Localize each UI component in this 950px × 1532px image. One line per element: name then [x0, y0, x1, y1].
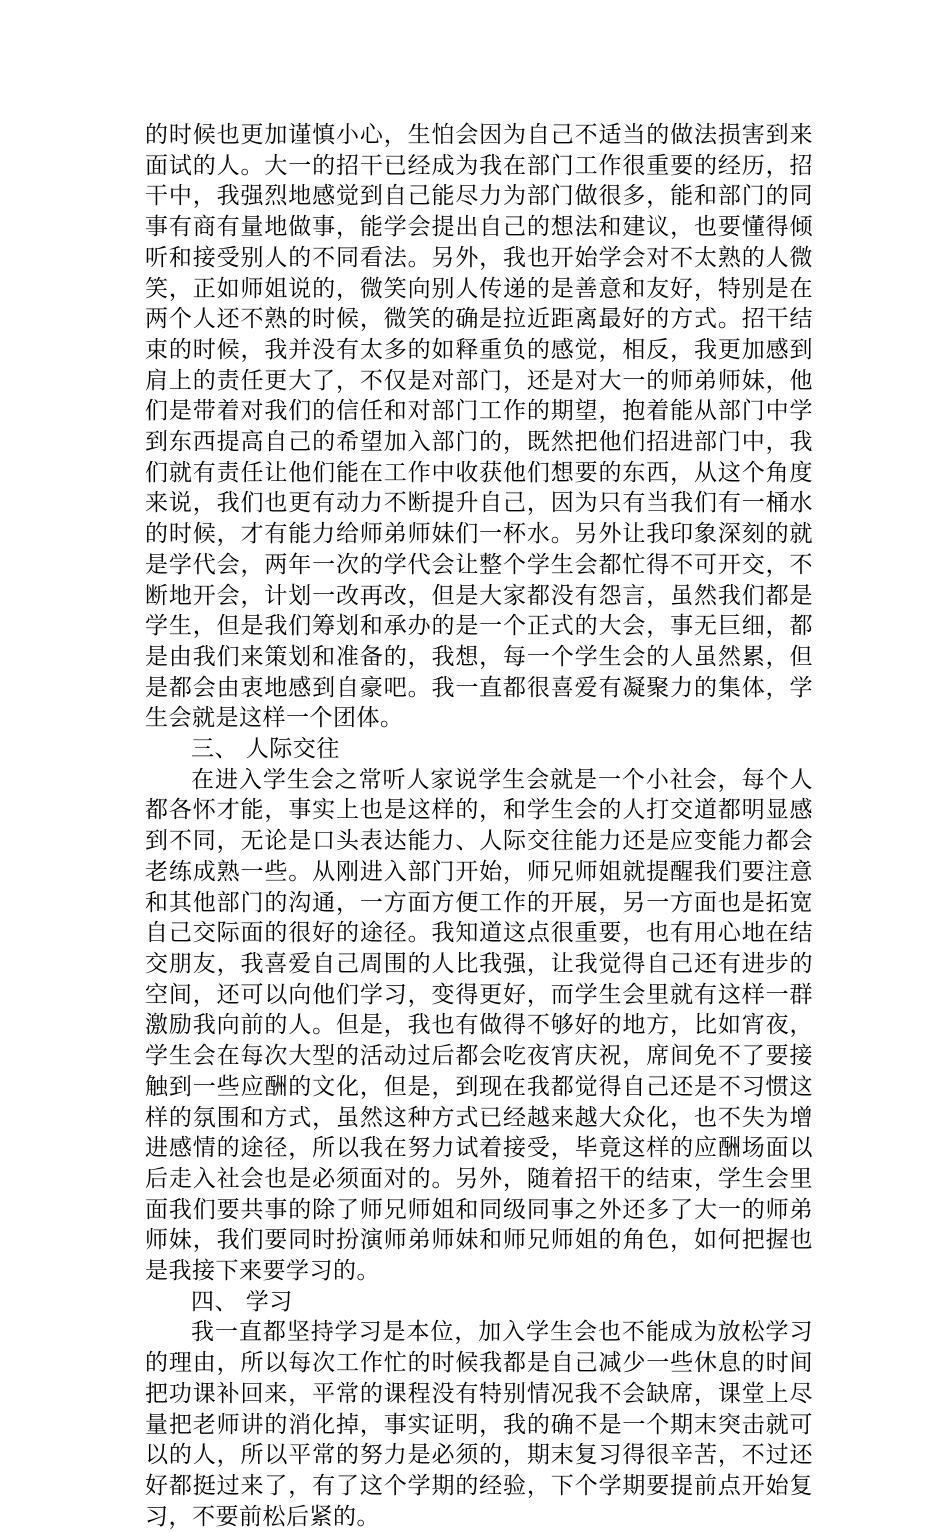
paragraph-study: 我一直都坚持学习是本位，加入学生会也不能成为放松学习的理由，所以每次工作忙的时候我都是自己减少一些休息的时间把功课补回来，平常的课程没有特别情况我不会缺席，课堂上尽量把老师讲的消化掉，事实证明，我的确不是一个期末突击就可以的人，所以平常的努力是必须的，期末复习得很辛苦，不过还好都挺过来了，有了这个学期的经验，下个学期要提前点开始复习，不要前松后紧的。	[145, 1319, 813, 1530]
document-body	[145, 120, 813, 1532]
section-heading-interpersonal: 三、 人际交往	[191, 736, 340, 763]
section-heading-study: 四、 学习	[191, 1288, 293, 1315]
paragraph-interpersonal: 在进入学生会之常听人家说学生会就是一个小社会，每个人都各怀才能，事实上也是这样的，和学生会的人打交道都明显感到不同，无论是口头表达能力、人际交往能力还是应变能力都会老练成熟一些。从刚进入部门开始，师兄师姐就提醒我们要注意和其他部门的沟通，一方面方便工作的开展，另一方面也是拓宽自己交际面的很好的途径。我知道这点很重要，也有用心地在结交朋友，我喜爱自己周围的人比我强，让我觉得自己还有进步的空间，还可以向他们学习，变得更好，而学生会里就有这样一群激励我向前的人。但是，我也有做得不够好的地方，比如宵夜，学生会在每次大型的活动过后都会吃夜宵庆祝，席间免不了要接触到一些应酬的文化，但是，到现在我都觉得自己还是不习惯这样的氛围和方式，虽然这种方式已经越来越大众化，也不失为增进感情的途径，所以我在努力试着接受，毕竟这样的应酬场面以后走入社会也是必须面对的。另外，随着招干的结束，学生会里面我们要共事的除了师兄师姐和同级同事之外还多了大一的师弟师妹，我们要同时扮演师弟师妹和师兄师姐的角色，如何把握也是我接下来要学习的。	[145, 766, 813, 1285]
paragraph-continued: 的时候也更加谨慎小心，生怕会因为自己不适当的做法损害到来面试的人。大一的招干已经成为我在部门工作很重要的经历，招干中，我强烈地感觉到自己能尽力为部门做很多，能和部门的同事有商有量地做事，能学会提出自己的想法和建议，也要懂得倾听和接受别人的不同看法。另外，我也开始学会对不太熟的人微笑，正如师姐说的，微笑向别人传递的是善意和友好，特别是在两个人还不熟的时候，微笑的确是拉近距离最好的方式。招干结束的时候，我并没有太多的如释重负的感觉，相反，我更加感到肩上的责任更大了，不仅是对部门，还是对大一的师弟师妹，他们是带着对我们的信任和对部门工作的期望，抱着能从部门中学到东西提高自己的希望加入部门的，既然把他们招进部门中，我们就有责任让他们能在工作中收获他们想要的东西，从这个角度来说，我们也更有动力不断提升自己，因为只有当我们有一桶水的时候，才有能力给师弟师妹们一杯水。另外让我印象深刻的就是学代会，两年一次的学代会让整个学生会都忙得不可开交，不断地开会，计划一改再改，但是大家都没有怨言，虽然我们都是学生，但是我们筹划和承办的是一个正式的大会，事无巨细，都是由我们来策划和准备的，我想，每一个学生会的人虽然累，但是都会由衷地感到自豪吧。我一直都很喜爱有凝聚力的集体，学生会就是这样一个团体。	[145, 122, 813, 732]
